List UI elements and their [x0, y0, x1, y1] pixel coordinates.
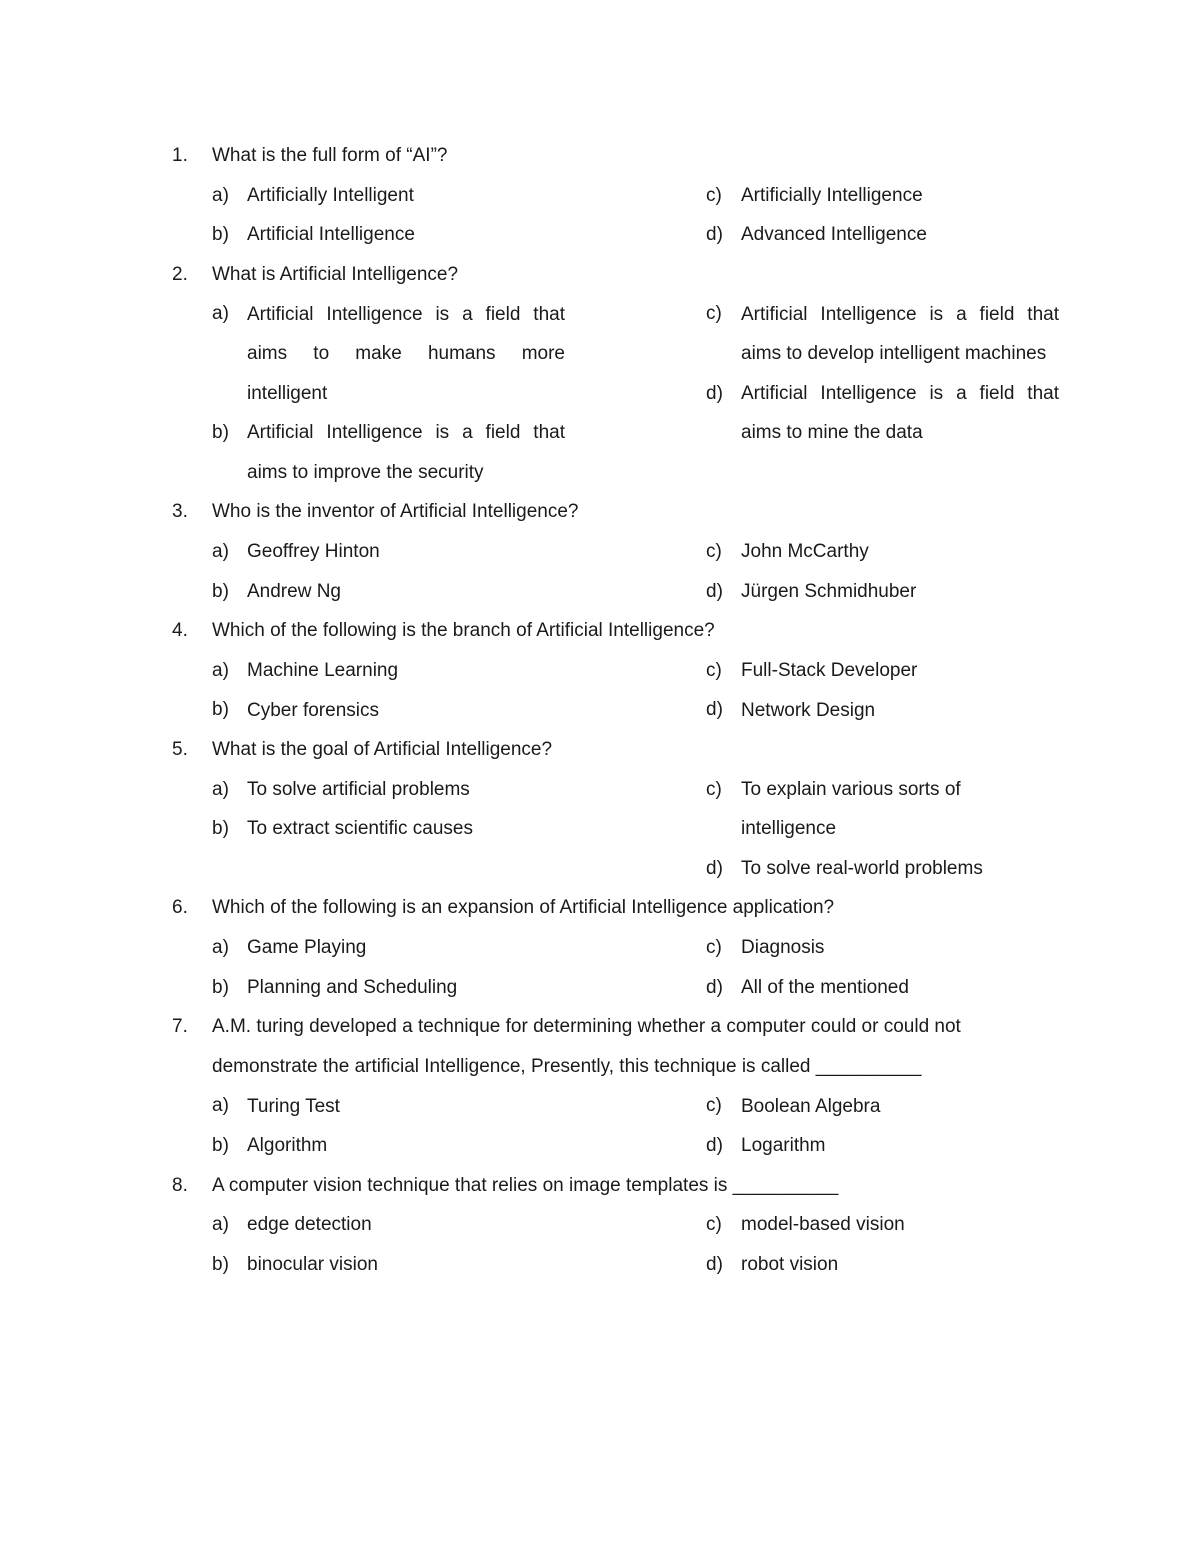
option-letter: b) — [212, 1134, 229, 1156]
option-letter: c) — [706, 1095, 722, 1117]
option-letter: a) — [212, 1214, 229, 1236]
option-letter: a) — [212, 778, 229, 800]
option-d[interactable] — [706, 858, 1066, 898]
question-3 — [0, 501, 1200, 602]
option-b[interactable] — [212, 977, 572, 1017]
option-c[interactable] — [706, 779, 1066, 858]
option-text: Artificial Intelligence is a field that aims to mine the data — [741, 382, 1059, 444]
question-text: What is the full form of “AI”? — [212, 145, 448, 166]
option-b[interactable] — [212, 422, 572, 501]
option-letter: a) — [212, 184, 229, 206]
question-text: Which of the following is the branch of Artificial Intelligence? — [212, 620, 715, 642]
option-letter: a) — [212, 659, 229, 681]
option-text: model-based vision — [741, 1214, 905, 1236]
question-text: What is Artificial Intelligence? — [212, 263, 459, 285]
option-text: Andrew Ng — [247, 580, 341, 602]
option-text: Artificial Intelligence is a field that aims to improve the security — [247, 422, 565, 483]
question-line — [0, 1016, 1200, 1056]
option-letter: d) — [706, 382, 723, 404]
option-b[interactable] — [212, 1254, 572, 1294]
option-d[interactable] — [706, 383, 1066, 462]
option-text: Planning and Scheduling — [247, 976, 458, 998]
option-a[interactable] — [212, 303, 572, 422]
question-number: 4. — [172, 620, 188, 642]
option-letter: d) — [706, 580, 723, 602]
option-d[interactable] — [706, 699, 1066, 739]
option-text: To solve artificial problems — [247, 778, 470, 800]
option-text: Geoffrey Hinton — [247, 541, 380, 563]
option-letter: b) — [212, 1253, 229, 1275]
option-text: Artificial Intelligence is a field that aims to develop intelligent machines — [741, 303, 1059, 365]
question-text: A computer vision technique that relies on image templates is __________ — [212, 1174, 839, 1196]
option-text: Advanced Intelligence — [741, 224, 927, 246]
question-5 — [0, 739, 1200, 879]
option-text: Machine Learning — [247, 659, 399, 681]
question-number: 3. — [172, 501, 188, 523]
option-letter: b) — [212, 818, 229, 840]
option-letter: c) — [706, 540, 722, 562]
option-letter: c) — [706, 778, 722, 800]
question-4 — [0, 620, 1200, 721]
option-b[interactable] — [212, 581, 572, 621]
option-c[interactable] — [706, 303, 1066, 382]
option-letter: b) — [212, 422, 229, 444]
option-letter: c) — [706, 936, 722, 958]
option-letter: d) — [706, 857, 723, 879]
option-letter: b) — [212, 224, 229, 246]
question-text: Who is the inventor of Artificial Intelligence? — [212, 501, 579, 523]
option-letter: c) — [706, 659, 722, 681]
option-d[interactable] — [706, 581, 1066, 621]
question-2 — [0, 263, 1200, 483]
option-letter: b) — [212, 699, 229, 721]
question-text-continued: demonstrate the artificial Intelligence, Presently, this technique is called __________ — [212, 1055, 922, 1077]
option-text: edge detection — [247, 1214, 372, 1236]
option-letter: b) — [212, 580, 229, 602]
option-letter: d) — [706, 1253, 723, 1275]
option-text: Jürgen Schmidhuber — [741, 580, 917, 602]
option-letter: a) — [212, 1095, 229, 1117]
option-text: All of the mentioned — [741, 976, 909, 998]
option-text: Algorithm — [247, 1135, 328, 1157]
question-text: Which of the following is an expansion of Artificial Intelligence application? — [212, 897, 835, 919]
option-letter: d) — [706, 224, 723, 246]
question-number: 6. — [172, 897, 188, 919]
option-letter: a) — [212, 303, 229, 325]
option-letter: c) — [706, 184, 722, 206]
option-letter: d) — [706, 1134, 723, 1156]
option-text: binocular vision — [247, 1253, 378, 1275]
question-text: A.M. turing developed a technique for determining whether a computer could or could not — [212, 1016, 961, 1038]
option-b[interactable] — [212, 699, 572, 739]
option-text: Game Playing — [247, 937, 367, 959]
option-d[interactable] — [706, 977, 1066, 1017]
question-text: What is the goal of Artificial Intelligence? — [212, 739, 553, 760]
question-6 — [0, 897, 1200, 998]
option-letter: c) — [706, 1214, 722, 1236]
option-b[interactable] — [212, 1135, 572, 1175]
question-number: 7. — [172, 1016, 188, 1038]
question-7 — [0, 1016, 1200, 1157]
option-text: Cyber forensics — [247, 699, 379, 721]
option-text: To explain various sorts of intelligence — [741, 778, 961, 840]
option-b[interactable] — [212, 818, 572, 858]
option-letter: a) — [212, 540, 229, 562]
option-text: Diagnosis — [741, 937, 825, 959]
option-text: Artificially Intelligence — [741, 184, 923, 206]
option-letter: c) — [706, 303, 722, 325]
option-d[interactable] — [706, 224, 1066, 264]
question-number: 2. — [172, 263, 188, 285]
question-number: 8. — [172, 1174, 188, 1196]
option-d[interactable] — [706, 1254, 1066, 1294]
option-d[interactable] — [706, 1135, 1066, 1175]
question-line — [0, 739, 1200, 779]
question-number: 5. — [172, 739, 188, 760]
option-letter: a) — [212, 936, 229, 958]
question-number: 1. — [172, 145, 188, 166]
option-letter: d) — [706, 976, 723, 998]
question-1 — [0, 145, 1200, 246]
option-text: Artificially Intelligent — [247, 184, 414, 206]
option-text: Turing Test — [247, 1095, 340, 1117]
option-text: Artificial Intelligence — [247, 224, 415, 246]
option-text: Artificial Intelligence is a field that aims to make humans more intelligent — [247, 303, 565, 404]
option-text: Network Design — [741, 699, 876, 721]
option-letter: d) — [706, 699, 723, 721]
option-text: To extract scientific causes — [247, 818, 473, 840]
option-letter: b) — [212, 976, 229, 998]
option-text: Boolean Algebra — [741, 1095, 881, 1117]
option-text: To solve real-world problems — [741, 857, 983, 879]
option-text: John McCarthy — [741, 541, 869, 563]
question-8 — [0, 1174, 1200, 1275]
option-text: Logarithm — [741, 1135, 826, 1157]
option-b[interactable] — [212, 224, 572, 264]
option-text: robot vision — [741, 1253, 839, 1275]
option-text: Full-Stack Developer — [741, 659, 918, 681]
